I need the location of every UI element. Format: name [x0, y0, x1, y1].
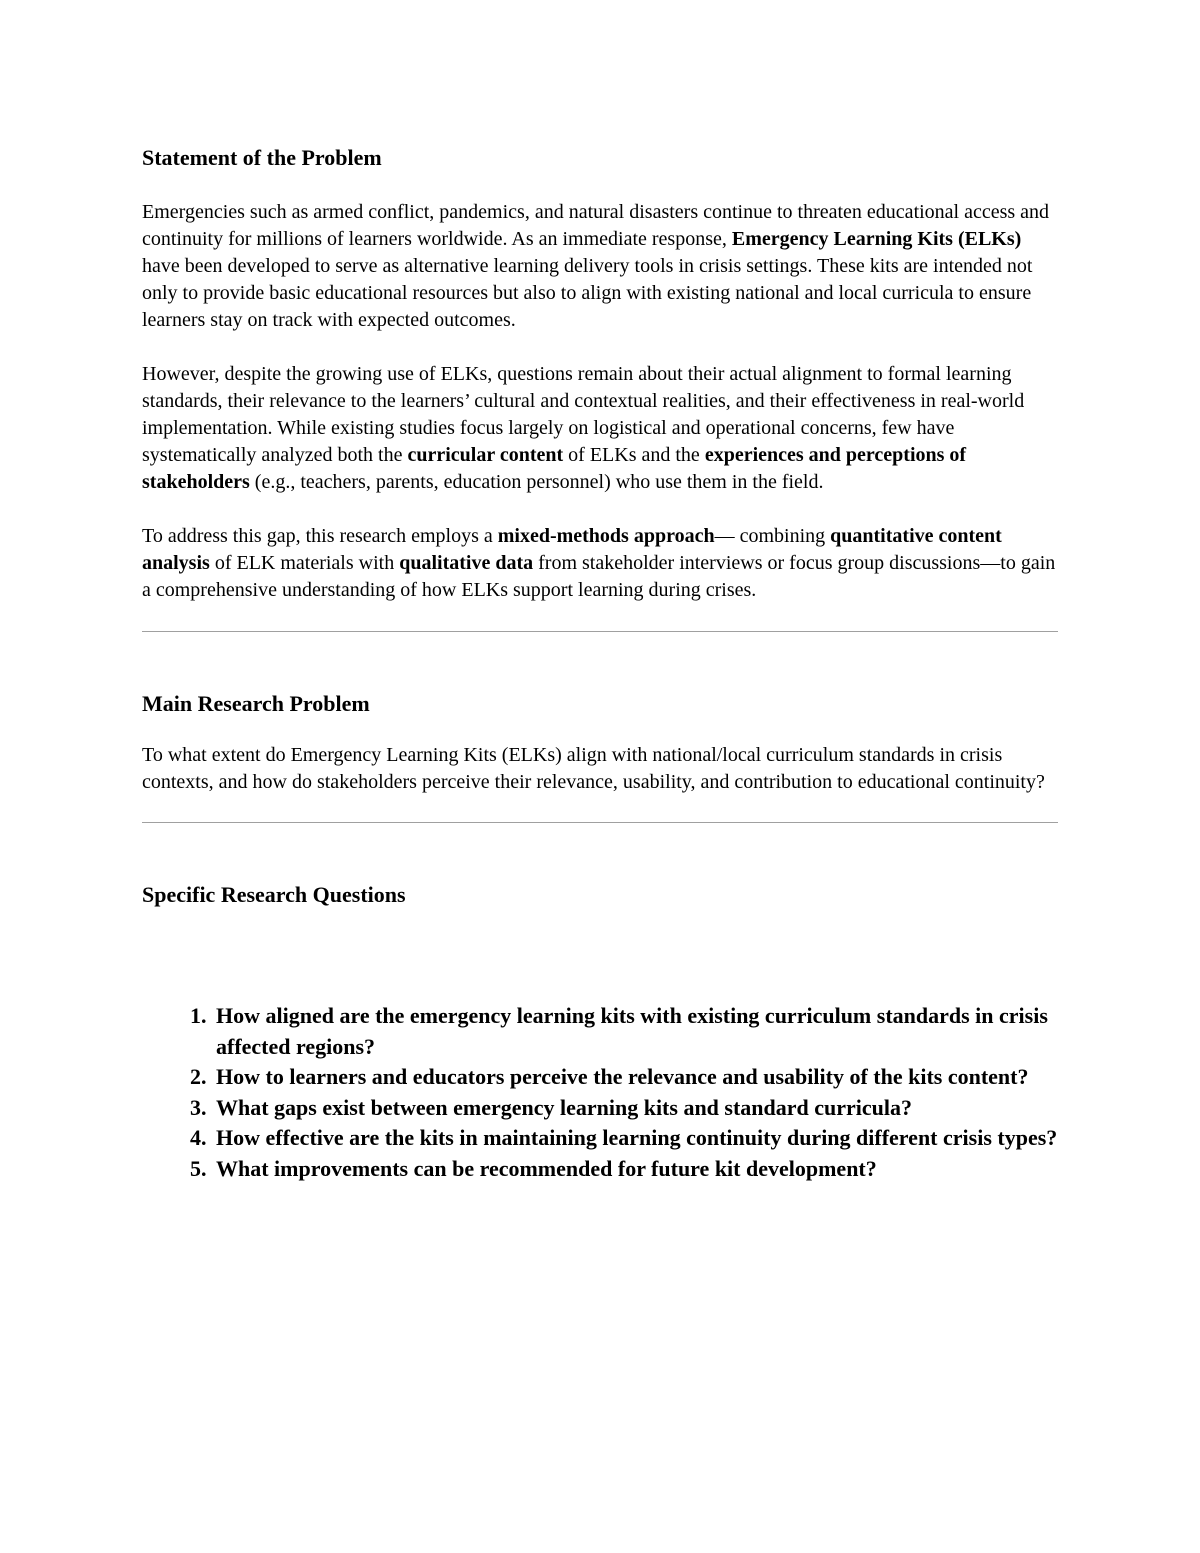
bold-term-stakeholders: experiences and perceptions of stakeholders — [142, 444, 967, 493]
bold-term-elks: Emergency Learning Kits (ELKs) — [731, 228, 1022, 250]
document-page — [142, 140, 1058, 1184]
research-question-5: 5. What improvements can be recommended for future kit development? — [212, 1154, 1058, 1185]
section-divider — [142, 822, 1058, 823]
research-question-3: 3. What gaps exist between emergency learning kits and standard curricula? — [212, 1093, 1058, 1124]
research-questions-list — [142, 1001, 1058, 1184]
bold-term-curricular-content: curricular content — [407, 444, 564, 466]
text-run: To address this gap, this research employs a — [142, 525, 498, 547]
statement-heading: Statement of the Problem — [142, 145, 382, 170]
bold-term-quantitative: quantitative content analysis — [142, 525, 1002, 574]
section-divider — [142, 631, 1058, 632]
bold-term-mixed-methods: mixed-methods approach — [497, 525, 715, 547]
statement-paragraph-3 — [142, 523, 1058, 604]
research-question-2: 2. How to learners and educators perceive the relevance and usability of the kits content? — [212, 1062, 1058, 1093]
research-question-4: 4. How effective are the kits in maintaining learning continuity during different crisis types? — [212, 1123, 1058, 1154]
text-run: Emergencies such as armed conflict, pandemics, and natural disasters continue to threaten educational access and continuity for millions of learners worldwide. As an immediate response, — [142, 201, 1050, 250]
text-run: of ELK materials with — [209, 552, 400, 574]
bold-term-qualitative: qualitative data — [399, 552, 534, 574]
main-problem-heading: Main Research Problem — [142, 691, 370, 716]
text-run: have been developed to serve as alternative learning delivery tools in crisis settings. These kits are intended not only to provide basic educational resources but also to align with existing national and local curricula to ensure learners stay on track with expected outcomes. — [142, 255, 1033, 331]
text-run: However, despite the growing use of ELKs, questions remain about their actual alignment to formal learning standards, their relevance to the learners’ cultural and contextual realities, and their effectiveness in real-world implementation. While existing studies focus largely on logistical and operational concerns, few have systematically analyzed both the — [142, 363, 1025, 466]
text-run: from stakeholder interviews or focus group discussions—to gain a comprehensive understanding of how ELKs support learning during crises. — [142, 552, 1056, 601]
text-run: (e.g., teachers, parents, education personnel) who use them in the field. — [249, 471, 824, 493]
text-run: of ELKs and the — [563, 444, 705, 466]
statement-paragraph-1 — [142, 199, 1058, 334]
research-question-1: 1. How aligned are the emergency learning kits with existing curriculum standards in crisis affected regions? — [212, 1001, 1058, 1062]
specific-questions-heading: Specific Research Questions — [142, 882, 406, 907]
main-problem-text: To what extent do Emergency Learning Kits (ELKs) align with national/local curriculum standards in crisis contexts, and how do stakeholders perceive their relevance, usability, and contribution to educational continuity? — [142, 744, 1045, 793]
text-run: — combining — [714, 525, 831, 547]
statement-paragraph-2 — [142, 361, 1058, 496]
